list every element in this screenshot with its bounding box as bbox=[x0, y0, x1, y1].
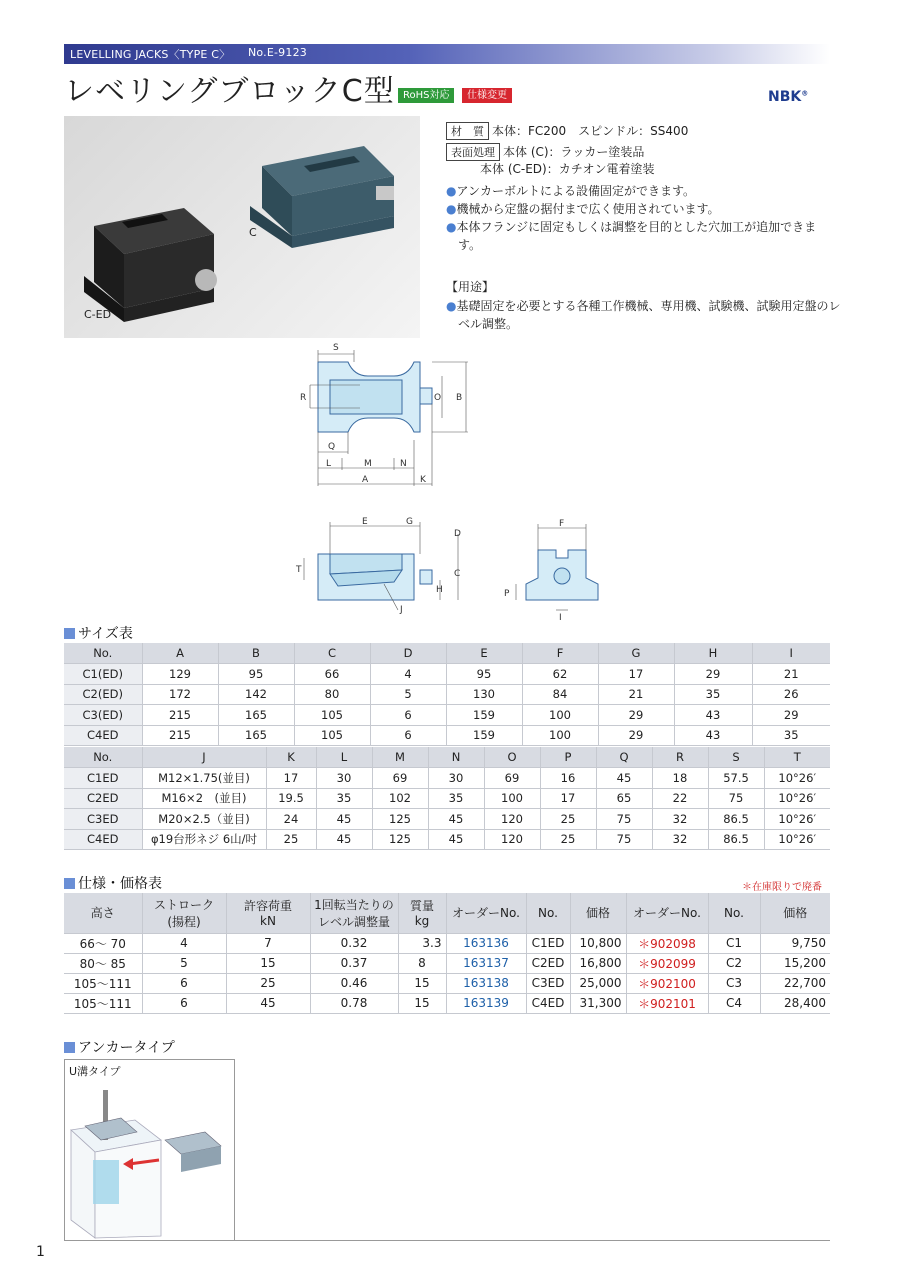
section-marker bbox=[64, 628, 75, 639]
svg-text:I: I bbox=[559, 613, 562, 623]
table-row: C1(ED) 129 95 66 4 95 62 17 29 21 bbox=[64, 664, 830, 685]
material-tag: 材 質 bbox=[446, 122, 489, 140]
svg-text:N: N bbox=[400, 459, 407, 469]
svg-text:L: L bbox=[326, 459, 332, 469]
svg-text:F: F bbox=[559, 519, 565, 529]
size-table bbox=[64, 643, 830, 746]
svg-text:A: A bbox=[362, 475, 369, 485]
footer-line bbox=[64, 1240, 830, 1241]
svg-text:T: T bbox=[296, 565, 302, 575]
table-row: 105〜111 6 45 0.78 15 163139 C4ED 31,300 ＊902101 C4 28,400 bbox=[64, 993, 830, 1013]
table-row: C1ED M12×1.75(並目) 17 30 69 30 69 16 45 18 57.5 10°26′ bbox=[64, 768, 830, 789]
section-marker bbox=[64, 878, 75, 889]
product-illustration bbox=[64, 116, 420, 338]
feature-item: ●機械から定盤の据付まで広く使用されています。 bbox=[446, 202, 720, 216]
catalog-code: No.E-9123 bbox=[248, 46, 307, 59]
finish-ced-text: 本体 (C-ED)：カチオン電着塗装 bbox=[480, 162, 655, 176]
svg-text:P: P bbox=[504, 589, 510, 599]
spec-change-badge: 仕様変更 bbox=[462, 88, 512, 103]
product-photo bbox=[64, 116, 420, 338]
block-ced-image bbox=[84, 208, 217, 322]
price-table-heading: 仕様・価格表 bbox=[64, 873, 162, 893]
finish-tag: 表面処理 bbox=[446, 143, 500, 161]
table-row: 66〜 70 4 7 0.32 3.3 163136 C1ED 10,800 ＊902098 C1 9,750 bbox=[64, 933, 830, 953]
table-row: C4ED 215 165 105 6 159 100 29 43 35 bbox=[64, 725, 830, 746]
rohs-badge: RoHS対応 bbox=[398, 88, 454, 103]
table-row: 80〜 85 5 15 0.37 8 163137 C2ED 16,800 ＊902099 C2 15,200 bbox=[64, 953, 830, 973]
material-text: 本体：FC200 スピンドル：SS400 bbox=[492, 124, 689, 138]
size-table1-header: No. A B C D E F G H I bbox=[64, 643, 830, 664]
label-c: C bbox=[249, 226, 257, 239]
anchor-illustration bbox=[65, 1060, 234, 1240]
price-table bbox=[64, 893, 830, 1014]
size-table-heading: サイズ表 bbox=[64, 623, 133, 643]
nbk-logo: NBK® bbox=[768, 89, 809, 105]
front-view-diagram bbox=[500, 514, 610, 624]
header-bar bbox=[64, 44, 830, 64]
svg-text:M: M bbox=[364, 459, 372, 469]
page-number: 1 bbox=[36, 1244, 45, 1260]
table-row: 105〜111 6 25 0.46 15 163138 C3ED 25,000 ＊902100 C3 22,700 bbox=[64, 973, 830, 993]
feature-item: ●アンカーボルトによる設備固定ができます。 bbox=[446, 184, 696, 198]
usage-text: ●基礎固定を必要とする各種工作機械、専用機、試験機、試験用定盤のレベル調整。 bbox=[446, 299, 841, 331]
finish-c-text: 本体 (C)：ラッカー塗装品 bbox=[503, 145, 645, 159]
svg-text:C: C bbox=[454, 569, 461, 579]
size-table2-header: No. J K L M N O P Q R S T bbox=[64, 747, 830, 768]
svg-text:J: J bbox=[400, 605, 403, 615]
anchor-section-heading: アンカータイプ bbox=[64, 1037, 175, 1057]
section-marker bbox=[64, 1042, 75, 1053]
table-row: C4ED φ19台形ネジ 6山/吋 25 45 125 45 120 25 75 32 86.5 10°26′ bbox=[64, 829, 830, 850]
svg-text:E: E bbox=[362, 517, 368, 527]
table-row: C3(ED) 215 165 105 6 159 100 29 43 29 bbox=[64, 705, 830, 726]
series-label: LEVELLING JACKS〈TYPE C〉 bbox=[70, 48, 231, 61]
size-table-2 bbox=[64, 747, 830, 850]
top-view-diagram bbox=[290, 340, 470, 490]
table-row: C3ED M20×2.5（並目) 24 45 125 45 120 25 75 32 86.5 10°26′ bbox=[64, 809, 830, 830]
material-spec bbox=[446, 122, 688, 140]
svg-text:H: H bbox=[436, 585, 443, 595]
table-row: C2ED M16×2 (並目) 19.5 35 102 35 100 17 65 22 75 10°26′ bbox=[64, 788, 830, 809]
svg-text:G: G bbox=[406, 517, 413, 527]
finish-spec bbox=[446, 143, 644, 161]
svg-text:O: O bbox=[434, 393, 442, 403]
page-title: レベリングブロックC型 bbox=[64, 74, 395, 109]
feature-list bbox=[446, 182, 832, 254]
label-ced: C-ED bbox=[84, 308, 112, 321]
u-groove-label: U溝タイプ bbox=[69, 1065, 121, 1078]
svg-text:D: D bbox=[454, 529, 461, 539]
feature-item: ●本体フランジに固定もしくは調整を目的とした穴加工が追加できます。 bbox=[446, 220, 817, 252]
svg-text:Q: Q bbox=[328, 442, 336, 452]
side-view-diagram bbox=[290, 514, 470, 624]
svg-text:K: K bbox=[420, 475, 426, 485]
svg-text:S: S bbox=[333, 343, 339, 353]
svg-text:R: R bbox=[300, 393, 307, 403]
discontinued-note: ＊在庫限りで廃番 bbox=[742, 882, 822, 893]
price-table-header: 高さ ストローク (揚程) 許容荷重 kN 1回転当たりの レベル調整量 質量 kg オーダーNo. No. 価格 オーダーNo. No. 価格 bbox=[64, 893, 830, 933]
anchor-type-box bbox=[64, 1059, 235, 1241]
usage-heading: 【用途】 bbox=[446, 280, 495, 294]
block-c-image bbox=[250, 146, 394, 248]
svg-text:B: B bbox=[456, 393, 463, 403]
table-row: C2(ED) 172 142 80 5 130 84 21 35 26 bbox=[64, 684, 830, 705]
